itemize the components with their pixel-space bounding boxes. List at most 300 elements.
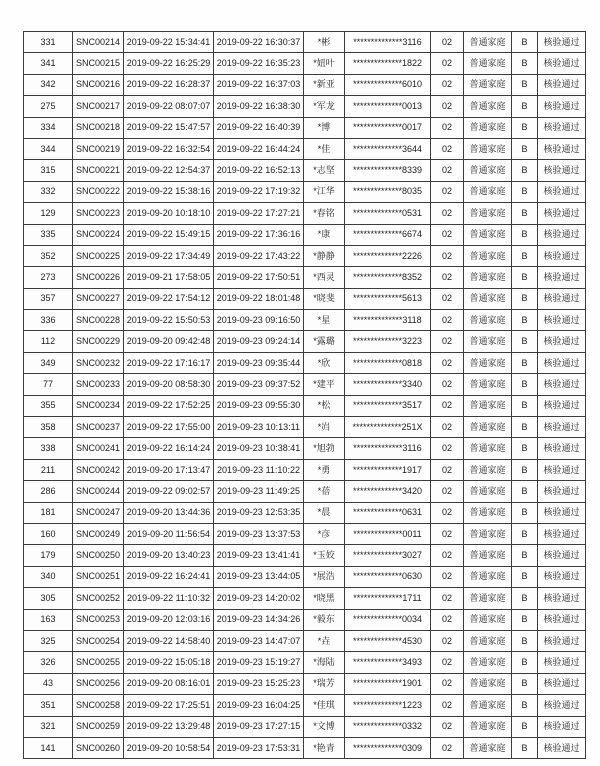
- cell-name: *松: [304, 395, 345, 416]
- cell-time-start: 2019-09-22 17:25:51: [124, 695, 214, 716]
- cell-status: 核验通过: [538, 32, 586, 53]
- cell-masked-id: **************3340: [345, 374, 431, 395]
- cell-code: SNC00258: [73, 695, 124, 716]
- table-row: [24, 502, 586, 523]
- cell-code: SNC00225: [73, 245, 124, 266]
- cell-status: 核验通过: [538, 224, 586, 245]
- cell-time-start: 2019-09-22 16:32:54: [124, 138, 214, 159]
- cell-grade: B: [512, 374, 538, 395]
- cell-type-code: 02: [431, 438, 464, 459]
- cell-time-start: 2019-09-22 16:24:41: [124, 566, 214, 587]
- cell-seq: 341: [24, 53, 73, 74]
- cell-code: SNC00252: [73, 588, 124, 609]
- cell-name: *江华: [304, 181, 345, 202]
- cell-time-end: 2019-09-22 17:19:32: [214, 181, 304, 202]
- cell-status: 核验通过: [538, 695, 586, 716]
- cell-status: 核验通过: [538, 74, 586, 95]
- cell-code: SNC00249: [73, 523, 124, 544]
- table-row: [24, 138, 586, 159]
- cell-time-start: 2019-09-22 17:52:25: [124, 395, 214, 416]
- cell-masked-id: **************3517: [345, 395, 431, 416]
- cell-time-start: 2019-09-22 17:54:12: [124, 288, 214, 309]
- cell-name: *春铭: [304, 203, 345, 224]
- cell-time-end: 2019-09-22 16:37:03: [214, 74, 304, 95]
- cell-code: SNC00229: [73, 331, 124, 352]
- cell-time-end: 2019-09-23 09:35:44: [214, 352, 304, 373]
- cell-status: 核验通过: [538, 267, 586, 288]
- cell-masked-id: **************4530: [345, 630, 431, 651]
- cell-name: *蓓: [304, 481, 345, 502]
- cell-status: 核验通过: [538, 737, 586, 758]
- cell-name: *海陆: [304, 652, 345, 673]
- cell-status: 核验通过: [538, 117, 586, 138]
- cell-time-start: 2019-09-20 09:42:48: [124, 331, 214, 352]
- cell-time-end: 2019-09-22 16:40:39: [214, 117, 304, 138]
- cell-seq: 211: [24, 459, 73, 480]
- cell-seq: 305: [24, 588, 73, 609]
- cell-status: 核验通过: [538, 566, 586, 587]
- cell-time-end: 2019-09-23 10:38:41: [214, 438, 304, 459]
- cell-type-code: 02: [431, 288, 464, 309]
- cell-code: SNC00214: [73, 32, 124, 53]
- cell-masked-id: **************8352: [345, 267, 431, 288]
- cell-code: SNC00223: [73, 203, 124, 224]
- cell-name: *勇: [304, 459, 345, 480]
- table-row: [24, 224, 586, 245]
- cell-status: 核验通过: [538, 417, 586, 438]
- cell-name: *建平: [304, 374, 345, 395]
- cell-seq: 331: [24, 32, 73, 53]
- cell-status: 核验通过: [538, 459, 586, 480]
- cell-seq: 321: [24, 716, 73, 737]
- cell-code: SNC00253: [73, 609, 124, 630]
- cell-time-start: 2019-09-22 09:02:57: [124, 481, 214, 502]
- table-row: [24, 267, 586, 288]
- cell-status: 核验通过: [538, 716, 586, 737]
- cell-type-code: 02: [431, 138, 464, 159]
- table-row: [24, 673, 586, 694]
- cell-name: *晓斐: [304, 288, 345, 309]
- cell-code: SNC00224: [73, 224, 124, 245]
- cell-family-type: 普通家庭: [464, 673, 512, 694]
- cell-code: SNC00254: [73, 630, 124, 651]
- cell-grade: B: [512, 630, 538, 651]
- cell-time-start: 2019-09-22 16:28:37: [124, 74, 214, 95]
- cell-masked-id: **************3027: [345, 545, 431, 566]
- table-row: [24, 374, 586, 395]
- cell-type-code: 02: [431, 566, 464, 587]
- cell-name: *瑞芳: [304, 673, 345, 694]
- cell-time-end: 2019-09-23 09:16:50: [214, 310, 304, 331]
- cell-name: *志坚: [304, 160, 345, 181]
- cell-name: *玉姣: [304, 545, 345, 566]
- cell-type-code: 02: [431, 245, 464, 266]
- table-row: [24, 652, 586, 673]
- cell-family-type: 普通家庭: [464, 117, 512, 138]
- cell-family-type: 普通家庭: [464, 588, 512, 609]
- cell-grade: B: [512, 652, 538, 673]
- cell-name: *露璐: [304, 331, 345, 352]
- cell-time-end: 2019-09-22 16:52:13: [214, 160, 304, 181]
- cell-status: 核验通过: [538, 160, 586, 181]
- cell-masked-id: **************3116: [345, 438, 431, 459]
- cell-type-code: 02: [431, 395, 464, 416]
- cell-seq: 355: [24, 395, 73, 416]
- cell-time-end: 2019-09-23 13:44:05: [214, 566, 304, 587]
- cell-grade: B: [512, 695, 538, 716]
- cell-time-start: 2019-09-22 15:50:53: [124, 310, 214, 331]
- cell-grade: B: [512, 417, 538, 438]
- table-row: [24, 566, 586, 587]
- cell-status: 核验通过: [538, 673, 586, 694]
- cell-status: 核验通过: [538, 181, 586, 202]
- cell-masked-id: **************3420: [345, 481, 431, 502]
- cell-family-type: 普通家庭: [464, 695, 512, 716]
- cell-time-start: 2019-09-20 11:56:54: [124, 523, 214, 544]
- cell-family-type: 普通家庭: [464, 32, 512, 53]
- cell-time-start: 2019-09-22 15:47:57: [124, 117, 214, 138]
- cell-code: SNC00259: [73, 716, 124, 737]
- cell-name: *欣: [304, 352, 345, 373]
- cell-seq: 181: [24, 502, 73, 523]
- cell-seq: 332: [24, 181, 73, 202]
- cell-time-end: 2019-09-23 13:41:41: [214, 545, 304, 566]
- cell-name: *佳琪: [304, 695, 345, 716]
- table-row: [24, 53, 586, 74]
- cell-grade: B: [512, 566, 538, 587]
- cell-time-end: 2019-09-23 17:53:31: [214, 737, 304, 758]
- cell-code: SNC00221: [73, 160, 124, 181]
- cell-status: 核验通过: [538, 652, 586, 673]
- cell-time-end: 2019-09-22 16:35:23: [214, 53, 304, 74]
- cell-time-end: 2019-09-23 16:04:25: [214, 695, 304, 716]
- cell-time-end: 2019-09-23 14:34:26: [214, 609, 304, 630]
- cell-status: 核验通过: [538, 395, 586, 416]
- cell-seq: 325: [24, 630, 73, 651]
- cell-seq: 77: [24, 374, 73, 395]
- cell-grade: B: [512, 245, 538, 266]
- cell-family-type: 普通家庭: [464, 417, 512, 438]
- cell-type-code: 02: [431, 481, 464, 502]
- cell-family-type: 普通家庭: [464, 138, 512, 159]
- cell-grade: B: [512, 331, 538, 352]
- cell-code: SNC00242: [73, 459, 124, 480]
- table-row: [24, 117, 586, 138]
- cell-name: *新亚: [304, 74, 345, 95]
- cell-masked-id: **************3644: [345, 138, 431, 159]
- cell-masked-id: **************0531: [345, 203, 431, 224]
- cell-time-end: 2019-09-23 11:10:22: [214, 459, 304, 480]
- cell-masked-id: **************1917: [345, 459, 431, 480]
- cell-grade: B: [512, 716, 538, 737]
- cell-time-end: 2019-09-22 17:27:21: [214, 203, 304, 224]
- cell-code: SNC00250: [73, 545, 124, 566]
- cell-masked-id: **************1223: [345, 695, 431, 716]
- cell-name: *佳: [304, 138, 345, 159]
- cell-family-type: 普通家庭: [464, 652, 512, 673]
- cell-time-end: 2019-09-23 10:13:11: [214, 417, 304, 438]
- cell-family-type: 普通家庭: [464, 96, 512, 117]
- cell-type-code: 02: [431, 417, 464, 438]
- cell-family-type: 普通家庭: [464, 438, 512, 459]
- cell-time-end: 2019-09-22 16:30:37: [214, 32, 304, 53]
- cell-name: *博: [304, 117, 345, 138]
- cell-family-type: 普通家庭: [464, 267, 512, 288]
- cell-time-end: 2019-09-22 16:38:30: [214, 96, 304, 117]
- cell-family-type: 普通家庭: [464, 716, 512, 737]
- cell-grade: B: [512, 545, 538, 566]
- cell-seq: 141: [24, 737, 73, 758]
- cell-family-type: 普通家庭: [464, 502, 512, 523]
- cell-status: 核验通过: [538, 609, 586, 630]
- table-row: [24, 545, 586, 566]
- cell-masked-id: **************3116: [345, 32, 431, 53]
- cell-family-type: 普通家庭: [464, 352, 512, 373]
- cell-type-code: 02: [431, 331, 464, 352]
- cell-code: SNC00215: [73, 53, 124, 74]
- cell-seq: 112: [24, 331, 73, 352]
- table-row: [24, 352, 586, 373]
- cell-time-end: 2019-09-23 09:37:52: [214, 374, 304, 395]
- cell-name: *静静: [304, 245, 345, 266]
- cell-masked-id: **************0034: [345, 609, 431, 630]
- cell-time-start: 2019-09-22 15:05:18: [124, 652, 214, 673]
- table-row: [24, 523, 586, 544]
- cell-family-type: 普通家庭: [464, 53, 512, 74]
- cell-time-start: 2019-09-20 13:44:36: [124, 502, 214, 523]
- cell-grade: B: [512, 96, 538, 117]
- cell-masked-id: **************3493: [345, 652, 431, 673]
- cell-seq: 340: [24, 566, 73, 587]
- cell-family-type: 普通家庭: [464, 74, 512, 95]
- cell-time-end: 2019-09-23 14:20:02: [214, 588, 304, 609]
- cell-time-end: 2019-09-23 14:47:07: [214, 630, 304, 651]
- cell-type-code: 02: [431, 224, 464, 245]
- cell-code: SNC00255: [73, 652, 124, 673]
- cell-code: SNC00237: [73, 417, 124, 438]
- cell-name: *旭勃: [304, 438, 345, 459]
- cell-type-code: 02: [431, 652, 464, 673]
- cell-time-start: 2019-09-20 08:16:01: [124, 673, 214, 694]
- cell-code: SNC00251: [73, 566, 124, 587]
- cell-time-start: 2019-09-20 12:03:16: [124, 609, 214, 630]
- cell-status: 核验通过: [538, 545, 586, 566]
- table-row: [24, 695, 586, 716]
- table-row: [24, 288, 586, 309]
- cell-time-start: 2019-09-22 15:49:15: [124, 224, 214, 245]
- cell-time-end: 2019-09-23 09:24:14: [214, 331, 304, 352]
- cell-family-type: 普通家庭: [464, 395, 512, 416]
- cell-time-start: 2019-09-20 10:18:10: [124, 203, 214, 224]
- table-row: [24, 32, 586, 53]
- cell-time-end: 2019-09-23 17:27:15: [214, 716, 304, 737]
- cell-code: SNC00216: [73, 74, 124, 95]
- cell-status: 核验通过: [538, 138, 586, 159]
- cell-status: 核验通过: [538, 245, 586, 266]
- cell-seq: 163: [24, 609, 73, 630]
- cell-masked-id: **************0309: [345, 737, 431, 758]
- cell-status: 核验通过: [538, 481, 586, 502]
- cell-time-start: 2019-09-22 15:38:16: [124, 181, 214, 202]
- cell-status: 核验通过: [538, 374, 586, 395]
- cell-name: *晨: [304, 502, 345, 523]
- cell-status: 核验通过: [538, 523, 586, 544]
- cell-masked-id: **************1711: [345, 588, 431, 609]
- cell-type-code: 02: [431, 96, 464, 117]
- cell-type-code: 02: [431, 545, 464, 566]
- table-row: [24, 74, 586, 95]
- cell-time-end: 2019-09-23 11:49:25: [214, 481, 304, 502]
- cell-grade: B: [512, 288, 538, 309]
- cell-status: 核验通过: [538, 53, 586, 74]
- cell-type-code: 02: [431, 673, 464, 694]
- cell-seq: 358: [24, 417, 73, 438]
- cell-family-type: 普通家庭: [464, 181, 512, 202]
- cell-grade: B: [512, 523, 538, 544]
- cell-code: SNC00232: [73, 352, 124, 373]
- cell-seq: 129: [24, 203, 73, 224]
- cell-type-code: 02: [431, 53, 464, 74]
- cell-grade: B: [512, 737, 538, 758]
- cell-grade: B: [512, 53, 538, 74]
- cell-status: 核验通过: [538, 352, 586, 373]
- cell-seq: 342: [24, 74, 73, 95]
- cell-code: SNC00244: [73, 481, 124, 502]
- cell-code: SNC00260: [73, 737, 124, 758]
- cell-masked-id: **************0017: [345, 117, 431, 138]
- cell-status: 核验通过: [538, 630, 586, 651]
- cell-grade: B: [512, 203, 538, 224]
- cell-code: SNC00222: [73, 181, 124, 202]
- cell-grade: B: [512, 502, 538, 523]
- cell-type-code: 02: [431, 160, 464, 181]
- cell-masked-id: **************5613: [345, 288, 431, 309]
- cell-name: *展浩: [304, 566, 345, 587]
- cell-type-code: 02: [431, 74, 464, 95]
- cell-masked-id: **************3118: [345, 310, 431, 331]
- cell-code: SNC00233: [73, 374, 124, 395]
- cell-seq: 273: [24, 267, 73, 288]
- cell-name: *垚: [304, 630, 345, 651]
- cell-family-type: 普通家庭: [464, 203, 512, 224]
- cell-time-end: 2019-09-22 17:36:16: [214, 224, 304, 245]
- cell-masked-id: **************0013: [345, 96, 431, 117]
- cell-time-start: 2019-09-22 13:29:48: [124, 716, 214, 737]
- cell-type-code: 02: [431, 352, 464, 373]
- cell-code: SNC00218: [73, 117, 124, 138]
- cell-time-start: 2019-09-22 17:55:00: [124, 417, 214, 438]
- cell-seq: 344: [24, 138, 73, 159]
- cell-seq: 286: [24, 481, 73, 502]
- cell-time-end: 2019-09-23 15:19:27: [214, 652, 304, 673]
- table-body: [24, 32, 586, 759]
- cell-name: *彬: [304, 32, 345, 53]
- cell-status: 核验通过: [538, 96, 586, 117]
- cell-name: *艳青: [304, 737, 345, 758]
- cell-time-end: 2019-09-22 17:43:22: [214, 245, 304, 266]
- cell-seq: 160: [24, 523, 73, 544]
- cell-grade: B: [512, 181, 538, 202]
- table-row: [24, 737, 586, 758]
- cell-masked-id: **************6010: [345, 74, 431, 95]
- cell-name: *妞叶: [304, 53, 345, 74]
- cell-time-start: 2019-09-22 08:07:07: [124, 96, 214, 117]
- cell-grade: B: [512, 459, 538, 480]
- cell-status: 核验通过: [538, 588, 586, 609]
- cell-code: SNC00234: [73, 395, 124, 416]
- cell-code: SNC00226: [73, 267, 124, 288]
- cell-name: *军龙: [304, 96, 345, 117]
- cell-name: *西灵: [304, 267, 345, 288]
- cell-time-end: 2019-09-23 12:53:35: [214, 502, 304, 523]
- cell-type-code: 02: [431, 181, 464, 202]
- cell-name: *毅东: [304, 609, 345, 630]
- cell-type-code: 02: [431, 502, 464, 523]
- cell-grade: B: [512, 117, 538, 138]
- table-row: [24, 181, 586, 202]
- cell-seq: 315: [24, 160, 73, 181]
- cell-family-type: 普通家庭: [464, 310, 512, 331]
- table-row: [24, 609, 586, 630]
- cell-grade: B: [512, 395, 538, 416]
- cell-grade: B: [512, 138, 538, 159]
- table-row: [24, 630, 586, 651]
- cell-name: *文博: [304, 716, 345, 737]
- verification-records-table: [23, 31, 586, 759]
- cell-seq: 43: [24, 673, 73, 694]
- cell-grade: B: [512, 160, 538, 181]
- cell-time-start: 2019-09-22 15:34:41: [124, 32, 214, 53]
- cell-time-start: 2019-09-21 17:58:05: [124, 267, 214, 288]
- cell-type-code: 02: [431, 630, 464, 651]
- cell-time-start: 2019-09-22 16:14:24: [124, 438, 214, 459]
- cell-grade: B: [512, 588, 538, 609]
- cell-code: SNC00247: [73, 502, 124, 523]
- cell-time-end: 2019-09-23 13:37:53: [214, 523, 304, 544]
- cell-grade: B: [512, 438, 538, 459]
- cell-grade: B: [512, 481, 538, 502]
- cell-status: 核验通过: [538, 203, 586, 224]
- cell-grade: B: [512, 609, 538, 630]
- cell-grade: B: [512, 673, 538, 694]
- cell-grade: B: [512, 267, 538, 288]
- cell-masked-id: **************6674: [345, 224, 431, 245]
- cell-name: *岿: [304, 417, 345, 438]
- cell-type-code: 02: [431, 588, 464, 609]
- cell-type-code: 02: [431, 374, 464, 395]
- cell-seq: 334: [24, 117, 73, 138]
- table-row: [24, 459, 586, 480]
- cell-grade: B: [512, 224, 538, 245]
- cell-time-end: 2019-09-23 09:55:30: [214, 395, 304, 416]
- cell-family-type: 普通家庭: [464, 459, 512, 480]
- cell-time-start: 2019-09-20 17:13:47: [124, 459, 214, 480]
- cell-masked-id: **************0818: [345, 352, 431, 373]
- table-row: [24, 395, 586, 416]
- cell-family-type: 普通家庭: [464, 160, 512, 181]
- cell-time-end: 2019-09-23 15:25:23: [214, 673, 304, 694]
- cell-time-start: 2019-09-22 11:10:32: [124, 588, 214, 609]
- cell-status: 核验通过: [538, 438, 586, 459]
- cell-grade: B: [512, 310, 538, 331]
- cell-time-end: 2019-09-22 18:01:48: [214, 288, 304, 309]
- cell-family-type: 普通家庭: [464, 523, 512, 544]
- cell-seq: 326: [24, 652, 73, 673]
- table-row: [24, 203, 586, 224]
- table-row: [24, 245, 586, 266]
- cell-time-start: 2019-09-20 10:58:54: [124, 737, 214, 758]
- cell-family-type: 普通家庭: [464, 737, 512, 758]
